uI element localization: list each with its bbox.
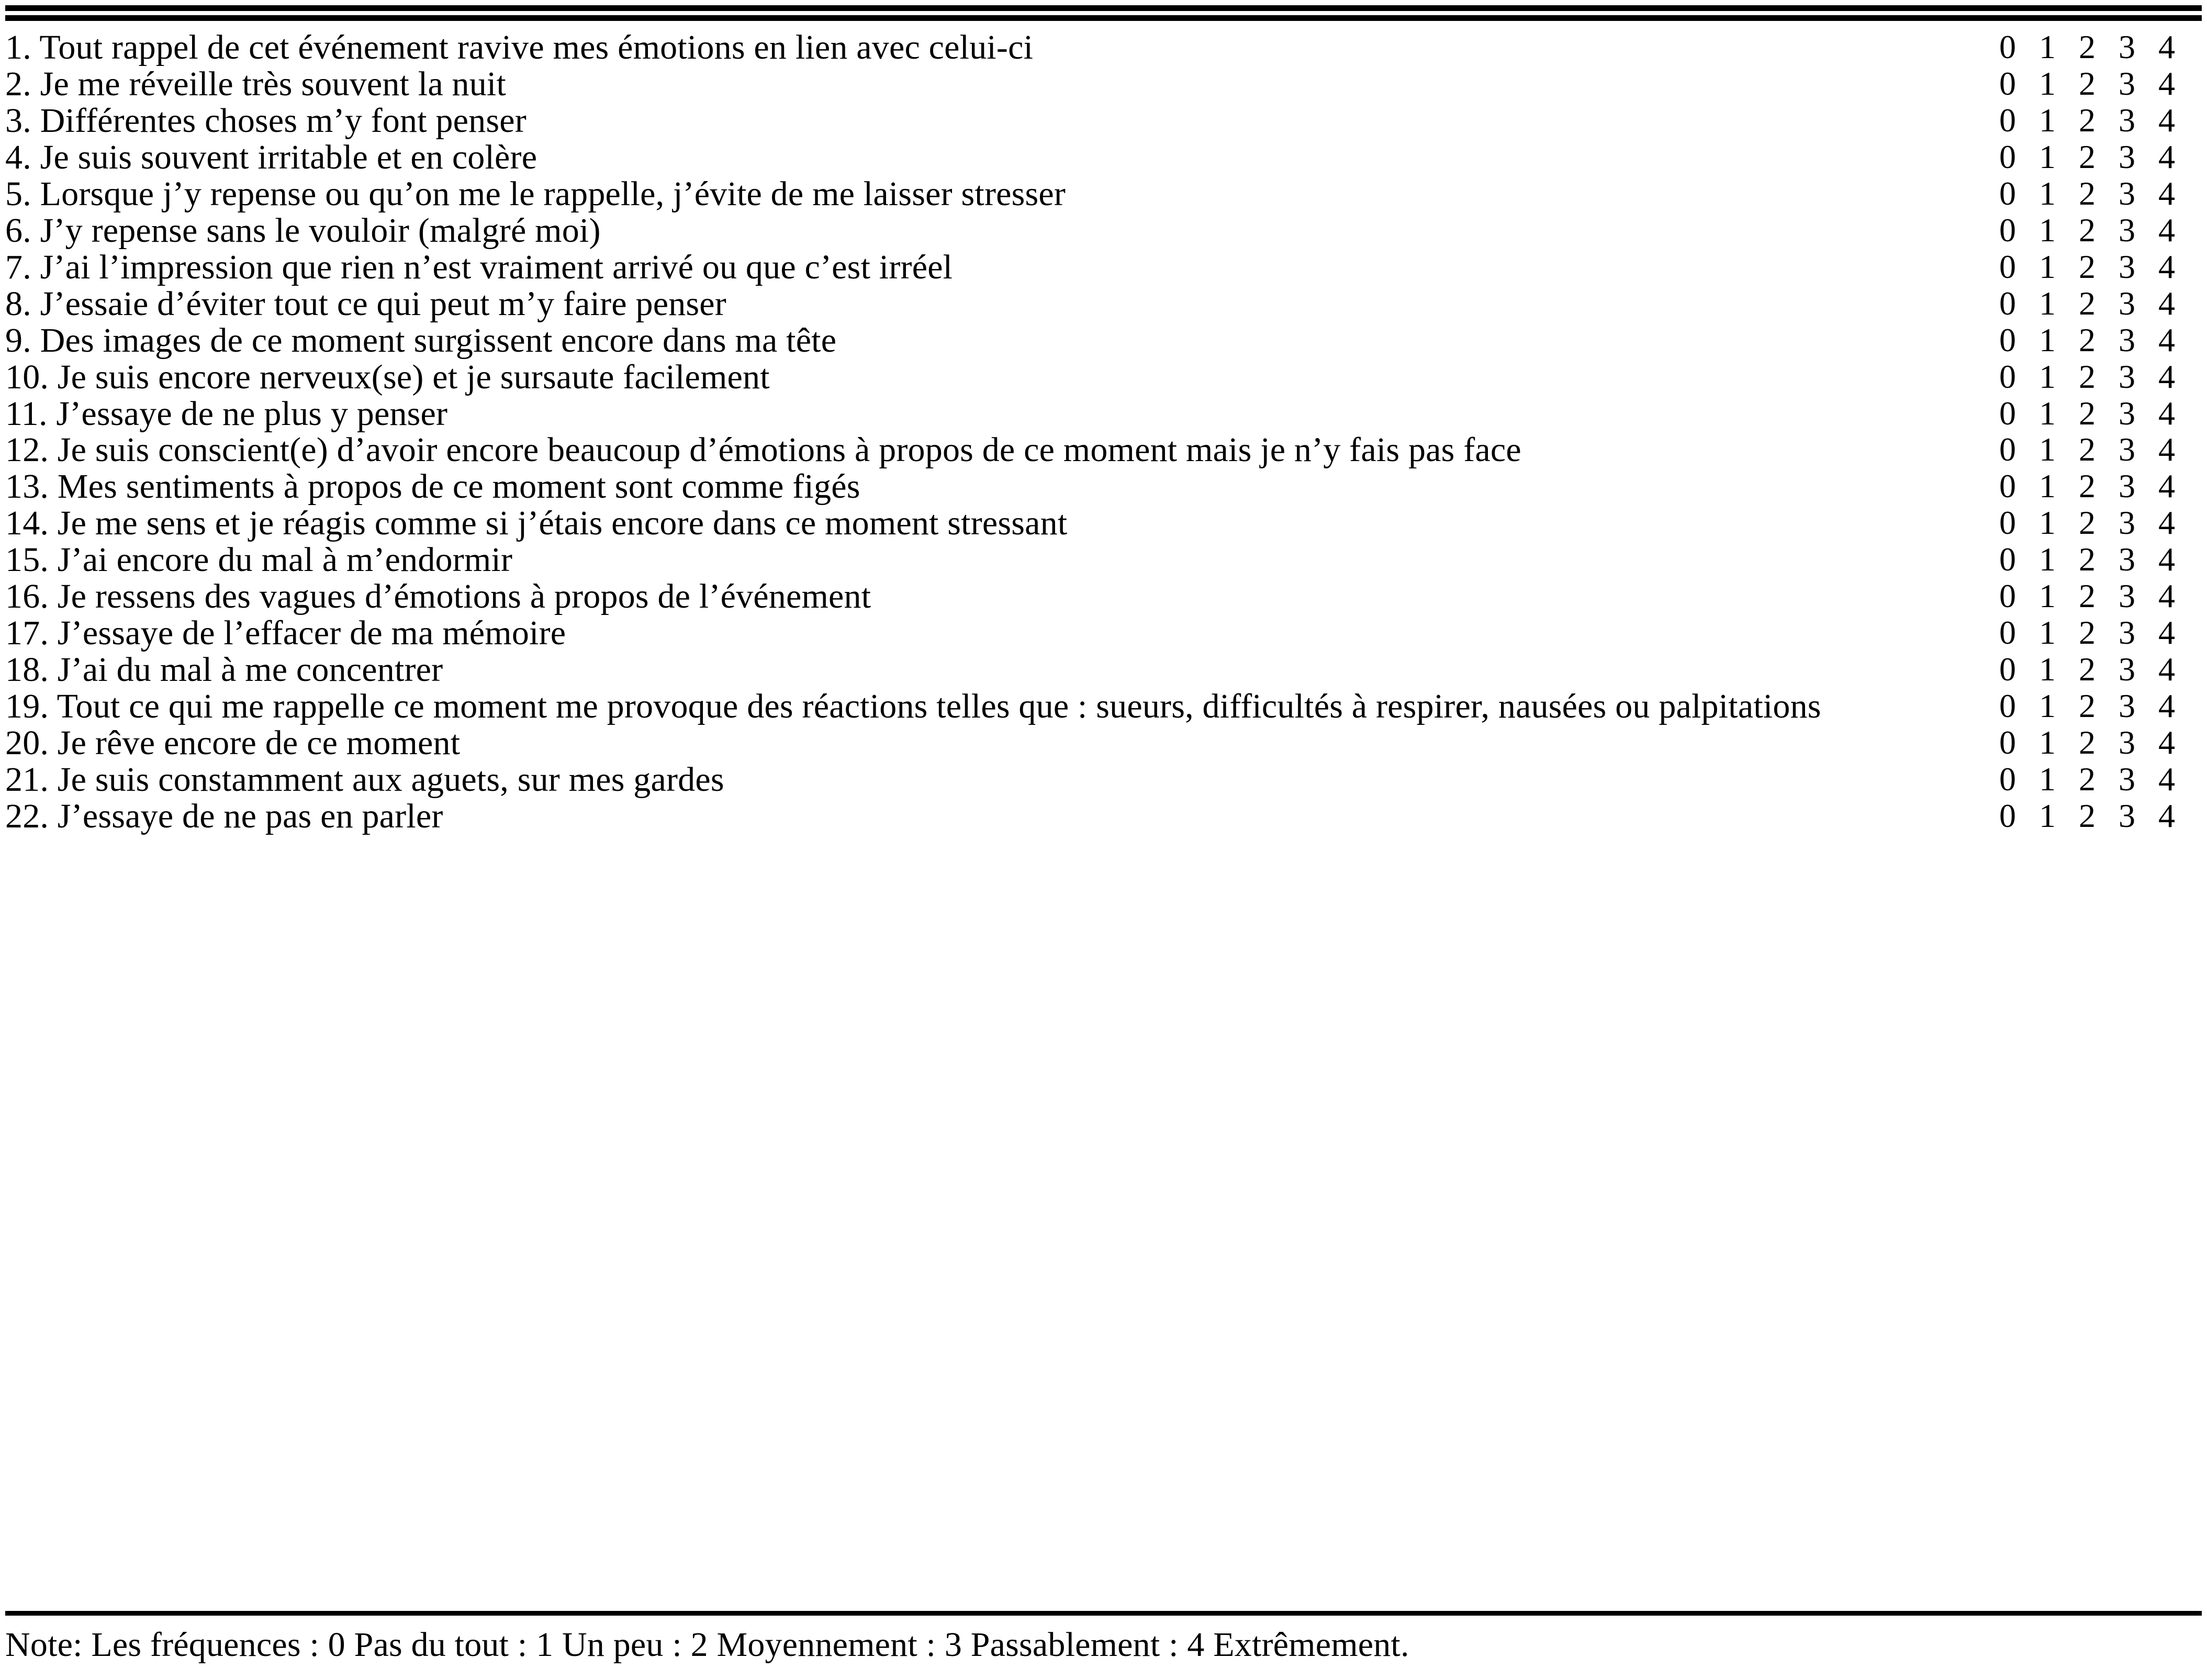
rating-option-0[interactable]: 0 (1999, 64, 2016, 102)
rating-scale (1963, 688, 2202, 725)
rating-options (1963, 798, 2202, 834)
rating-option-3[interactable]: 3 (2119, 28, 2135, 65)
rating-option-2[interactable]: 2 (2079, 174, 2096, 212)
rating-option-0[interactable]: 0 (1999, 431, 2016, 468)
questionnaire-row (5, 432, 2202, 468)
rating-option-2[interactable]: 2 (2079, 284, 2096, 322)
rating-scale (1963, 798, 2202, 835)
rating-option-4[interactable]: 4 (2158, 284, 2175, 322)
rating-option-4[interactable]: 4 (2158, 211, 2175, 249)
rating-option-2[interactable]: 2 (2079, 687, 2096, 725)
rating-scale (1963, 322, 2202, 359)
question-text: 8. J’essaie d’éviter tout ce qui peut m’y faire penser (5, 284, 726, 323)
rating-option-0[interactable]: 0 (1999, 248, 2016, 285)
rating-option-3[interactable]: 3 (2119, 321, 2135, 359)
question-text: 13. Mes sentiments à propos de ce moment sont comme figés (5, 467, 860, 506)
question-text: 16. Je ressens des vagues d’émotions à propos de l’événement (5, 577, 871, 616)
rating-option-2[interactable]: 2 (2079, 101, 2096, 139)
rating-option-4[interactable]: 4 (2158, 101, 2175, 139)
rating-option-0[interactable]: 0 (1999, 211, 2016, 249)
rating-option-1[interactable]: 1 (2039, 248, 2056, 285)
rating-scale (1963, 542, 2202, 578)
rating-option-0[interactable]: 0 (1999, 467, 2016, 505)
rating-option-3[interactable]: 3 (2119, 541, 2135, 578)
rating-option-4[interactable]: 4 (2158, 28, 2175, 65)
rating-option-0[interactable]: 0 (1999, 651, 2016, 688)
rating-option-3[interactable]: 3 (2119, 357, 2135, 395)
rating-option-3[interactable]: 3 (2119, 284, 2135, 322)
questionnaire-row (5, 542, 2202, 578)
questionnaire-row (5, 761, 2202, 798)
rating-option-4[interactable]: 4 (2158, 394, 2175, 432)
rating-option-3[interactable]: 3 (2119, 760, 2135, 798)
rating-options (1963, 578, 2202, 614)
rating-option-0[interactable]: 0 (1999, 760, 2016, 798)
rating-options (1963, 505, 2202, 541)
rating-option-3[interactable]: 3 (2119, 101, 2135, 139)
rating-option-2[interactable]: 2 (2079, 357, 2096, 395)
rating-options (1963, 542, 2202, 577)
rating-options (1963, 66, 2202, 102)
rating-option-0[interactable]: 0 (1999, 614, 2016, 652)
questionnaire-row (5, 652, 2202, 688)
question-text: 9. Des images de ce moment surgissent encore dans ma tête (5, 321, 837, 360)
table-note: Note: Les fréquences : 0 Pas du tout : 1 Un peu : 2 Moyennement : 3 Passablement : 4 Extrêmement. (5, 1626, 1409, 1664)
rating-option-2[interactable]: 2 (2079, 248, 2096, 285)
rating-option-0[interactable]: 0 (1999, 797, 2016, 835)
rating-option-2[interactable]: 2 (2079, 431, 2096, 468)
rating-option-3[interactable]: 3 (2119, 211, 2135, 249)
rating-option-2[interactable]: 2 (2079, 394, 2096, 432)
rating-option-0[interactable]: 0 (1999, 321, 2016, 359)
rating-option-4[interactable]: 4 (2158, 651, 2175, 688)
rating-option-1[interactable]: 1 (2039, 760, 2056, 798)
rating-option-4[interactable]: 4 (2158, 467, 2175, 505)
rating-option-2[interactable]: 2 (2079, 504, 2096, 542)
rating-option-1[interactable]: 1 (2039, 724, 2056, 761)
rating-option-0[interactable]: 0 (1999, 138, 2016, 175)
rating-option-1[interactable]: 1 (2039, 284, 2056, 322)
rating-option-0[interactable]: 0 (1999, 541, 2016, 578)
questionnaire-row (5, 249, 2202, 286)
rating-options (1963, 615, 2202, 651)
question-text: 17. J’essaye de l’effacer de ma mémoire (5, 614, 566, 653)
question-text: 10. Je suis encore nerveux(se) et je sursaute facilement (5, 357, 770, 396)
rating-option-2[interactable]: 2 (2079, 28, 2096, 65)
rating-option-4[interactable]: 4 (2158, 64, 2175, 102)
rating-option-4[interactable]: 4 (2158, 724, 2175, 761)
rating-option-0[interactable]: 0 (1999, 394, 2016, 432)
rating-option-2[interactable]: 2 (2079, 577, 2096, 615)
rating-option-4[interactable]: 4 (2158, 357, 2175, 395)
question-text: 7. J’ai l’impression que rien n’est vraiment arrivé ou que c’est irréel (5, 248, 953, 286)
rating-scale (1963, 212, 2202, 249)
rating-options (1963, 652, 2202, 687)
rating-option-4[interactable]: 4 (2158, 248, 2175, 285)
rating-option-4[interactable]: 4 (2158, 797, 2175, 835)
rating-scale (1963, 66, 2202, 103)
questionnaire-row (5, 139, 2202, 176)
rating-option-1[interactable]: 1 (2039, 357, 2056, 395)
questionnaire-row (5, 103, 2202, 139)
rating-option-0[interactable]: 0 (1999, 28, 2016, 65)
question-text: 20. Je rêve encore de ce moment (5, 724, 461, 763)
question-text: 1. Tout rappel de cet événement ravive mes émotions en lien avec celui-ci (5, 28, 1034, 66)
rating-option-3[interactable]: 3 (2119, 504, 2135, 542)
rating-options (1963, 432, 2202, 467)
questionnaire-row (5, 688, 2202, 725)
rating-option-3[interactable]: 3 (2119, 248, 2135, 285)
rating-option-1[interactable]: 1 (2039, 138, 2056, 175)
questionnaire-row (5, 725, 2202, 761)
rating-options (1963, 249, 2202, 285)
rating-options (1963, 396, 2202, 431)
rating-option-4[interactable]: 4 (2158, 174, 2175, 212)
rating-option-4[interactable]: 4 (2158, 614, 2175, 652)
rating-option-1[interactable]: 1 (2039, 504, 2056, 542)
rating-option-1[interactable]: 1 (2039, 431, 2056, 468)
rating-option-2[interactable]: 2 (2079, 614, 2096, 652)
rating-option-0[interactable]: 0 (1999, 174, 2016, 212)
table-top-double-rule (5, 5, 2202, 21)
rating-option-2[interactable]: 2 (2079, 467, 2096, 505)
question-text: 14. Je me sens et je réagis comme si j’étais encore dans ce moment stressant (5, 504, 1068, 543)
rating-scale (1963, 286, 2202, 322)
rating-option-1[interactable]: 1 (2039, 101, 2056, 139)
rating-scale (1963, 761, 2202, 798)
rating-option-0[interactable]: 0 (1999, 357, 2016, 395)
question-text: 5. Lorsque j’y repense ou qu’on me le rappelle, j’évite de me laisser stresser (5, 174, 1066, 213)
questionnaire-row (5, 212, 2202, 249)
rating-option-4[interactable]: 4 (2158, 760, 2175, 798)
rating-option-2[interactable]: 2 (2079, 138, 2096, 175)
rating-options (1963, 286, 2202, 321)
rating-option-3[interactable]: 3 (2119, 797, 2135, 835)
rating-option-1[interactable]: 1 (2039, 28, 2056, 65)
rating-scale (1963, 139, 2202, 176)
questionnaire-row (5, 176, 2202, 212)
rating-option-3[interactable]: 3 (2119, 138, 2135, 175)
rating-option-1[interactable]: 1 (2039, 797, 2056, 835)
questionnaire-row (5, 286, 2202, 322)
questionnaire-row (5, 505, 2202, 542)
rating-scale (1963, 176, 2202, 212)
questionnaire-row (5, 396, 2202, 432)
rating-option-3[interactable]: 3 (2119, 64, 2135, 102)
rating-options (1963, 688, 2202, 724)
rating-scale (1963, 249, 2202, 286)
rating-scale (1963, 432, 2202, 468)
rating-option-3[interactable]: 3 (2119, 651, 2135, 688)
question-text: 12. Je suis conscient(e) d’avoir encore beaucoup d’émotions à propos de ce moment mais je n’y fais pas face (5, 431, 1521, 469)
rating-option-1[interactable]: 1 (2039, 541, 2056, 578)
rating-option-4[interactable]: 4 (2158, 687, 2175, 725)
rating-scale (1963, 652, 2202, 688)
rating-option-3[interactable]: 3 (2119, 687, 2135, 725)
questionnaire-row (5, 468, 2202, 505)
question-text: 4. Je suis souvent irritable et en colère (5, 138, 537, 176)
rating-option-2[interactable]: 2 (2079, 321, 2096, 359)
questionnaire-table (5, 29, 2202, 835)
rating-options (1963, 103, 2202, 138)
rating-option-2[interactable]: 2 (2079, 760, 2096, 798)
questionnaire-row (5, 322, 2202, 359)
table-bottom-rule (5, 1611, 2202, 1616)
rating-option-1[interactable]: 1 (2039, 394, 2056, 432)
question-text: 19. Tout ce qui me rappelle ce moment me provoque des réactions telles que : sueurs, difficultés à respirer, nausées ou palpitations (5, 687, 1821, 726)
rating-option-2[interactable]: 2 (2079, 211, 2096, 249)
rating-scale (1963, 505, 2202, 542)
rating-option-2[interactable]: 2 (2079, 64, 2096, 102)
rating-option-4[interactable]: 4 (2158, 577, 2175, 615)
rating-scale (1963, 29, 2202, 66)
question-text: 22. J’essaye de ne pas en parler (5, 797, 443, 836)
rating-option-1[interactable]: 1 (2039, 64, 2056, 102)
rating-options (1963, 322, 2202, 358)
questionnaire-row (5, 66, 2202, 103)
rating-option-4[interactable]: 4 (2158, 431, 2175, 468)
rating-option-2[interactable]: 2 (2079, 541, 2096, 578)
rating-option-0[interactable]: 0 (1999, 577, 2016, 615)
rating-option-2[interactable]: 2 (2079, 724, 2096, 761)
questionnaire-row (5, 615, 2202, 652)
question-text: 3. Différentes choses m’y font penser (5, 101, 526, 140)
rating-options (1963, 139, 2202, 175)
rating-option-4[interactable]: 4 (2158, 321, 2175, 359)
rating-option-3[interactable]: 3 (2119, 614, 2135, 652)
rating-option-4[interactable]: 4 (2158, 541, 2175, 578)
question-text: 21. Je suis constamment aux aguets, sur mes gardes (5, 760, 724, 799)
question-text: 2. Je me réveille très souvent la nuit (5, 64, 506, 103)
rating-option-0[interactable]: 0 (1999, 724, 2016, 761)
question-text: 6. J’y repense sans le vouloir (malgré moi) (5, 211, 601, 250)
rating-option-3[interactable]: 3 (2119, 431, 2135, 468)
rating-option-1[interactable]: 1 (2039, 614, 2056, 652)
rating-option-3[interactable]: 3 (2119, 577, 2135, 615)
rating-option-0[interactable]: 0 (1999, 101, 2016, 139)
question-text: 18. J’ai du mal à me concentrer (5, 651, 443, 689)
rating-option-1[interactable]: 1 (2039, 577, 2056, 615)
questionnaire-row (5, 578, 2202, 615)
rating-options (1963, 29, 2202, 65)
rating-options (1963, 176, 2202, 211)
rating-scale (1963, 396, 2202, 432)
rating-scale (1963, 359, 2202, 396)
rating-option-2[interactable]: 2 (2079, 797, 2096, 835)
rating-option-0[interactable]: 0 (1999, 687, 2016, 725)
rating-option-1[interactable]: 1 (2039, 321, 2056, 359)
rating-option-0[interactable]: 0 (1999, 284, 2016, 322)
rating-option-0[interactable]: 0 (1999, 504, 2016, 542)
question-text: 11. J’essaye de ne plus y penser (5, 394, 448, 433)
rating-option-2[interactable]: 2 (2079, 651, 2096, 688)
question-text: 15. J’ai encore du mal à m’endormir (5, 541, 513, 579)
rating-scale (1963, 725, 2202, 761)
rating-options (1963, 468, 2202, 504)
rating-scale (1963, 578, 2202, 615)
rating-option-1[interactable]: 1 (2039, 687, 2056, 725)
rating-option-3[interactable]: 3 (2119, 467, 2135, 505)
rating-option-3[interactable]: 3 (2119, 394, 2135, 432)
rating-option-4[interactable]: 4 (2158, 138, 2175, 175)
rating-option-1[interactable]: 1 (2039, 211, 2056, 249)
rating-option-1[interactable]: 1 (2039, 174, 2056, 212)
rating-option-3[interactable]: 3 (2119, 724, 2135, 761)
rating-scale (1963, 468, 2202, 505)
questionnaire-row (5, 359, 2202, 396)
rating-scale (1963, 103, 2202, 139)
rating-options (1963, 725, 2202, 760)
rating-options (1963, 212, 2202, 248)
questionnaire-row (5, 798, 2202, 835)
rating-option-1[interactable]: 1 (2039, 651, 2056, 688)
rating-options (1963, 359, 2202, 395)
rating-option-4[interactable]: 4 (2158, 504, 2175, 542)
rating-option-1[interactable]: 1 (2039, 467, 2056, 505)
rating-option-3[interactable]: 3 (2119, 174, 2135, 212)
rating-options (1963, 761, 2202, 797)
questionnaire-row (5, 29, 2202, 66)
rating-scale (1963, 615, 2202, 652)
